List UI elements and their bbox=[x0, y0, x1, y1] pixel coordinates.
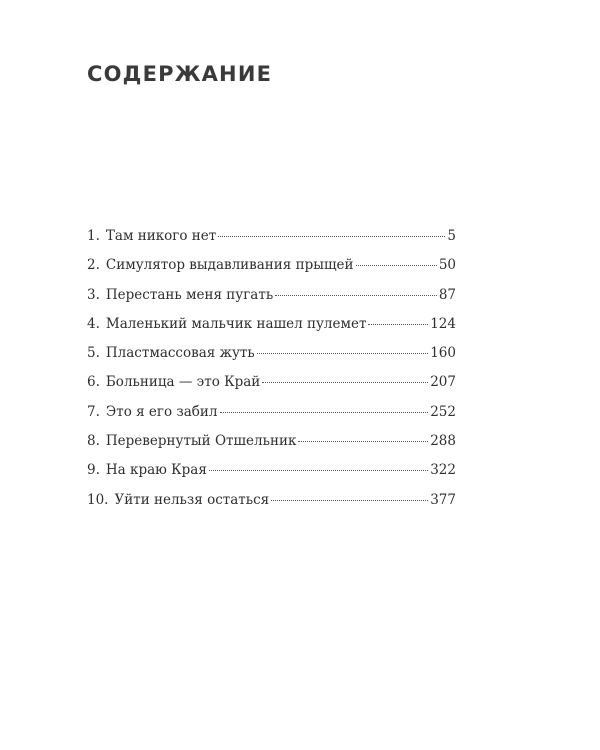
chapter-number: 3. bbox=[87, 286, 100, 303]
dot-leader bbox=[209, 470, 428, 471]
chapter-title: Это я его забил bbox=[105, 403, 218, 420]
toc-entry-1 bbox=[87, 228, 456, 257]
table-of-contents bbox=[87, 228, 456, 521]
chapter-title: Маленький мальчик нашел пулемет bbox=[105, 315, 367, 332]
chapter-number: 1. bbox=[87, 228, 100, 244]
dot-leader bbox=[218, 236, 445, 237]
chapter-title: Пластмассовая жуть bbox=[105, 345, 255, 362]
page-number: 87 bbox=[438, 286, 456, 303]
page-number: 5 bbox=[447, 228, 456, 244]
dot-leader bbox=[298, 441, 428, 442]
chapter-title: Симулятор выдавливания прыщей bbox=[105, 257, 354, 274]
page-number: 288 bbox=[430, 433, 456, 450]
page-title: СОДЕРЖАНИЕ bbox=[87, 62, 273, 86]
page-number: 160 bbox=[430, 345, 456, 362]
page-number: 50 bbox=[438, 257, 456, 274]
toc-entry-6 bbox=[87, 374, 456, 403]
dot-leader bbox=[368, 324, 428, 325]
toc-entry-8 bbox=[87, 433, 456, 462]
dot-leader bbox=[356, 265, 437, 266]
toc-entry-7 bbox=[87, 404, 456, 433]
page-number: 124 bbox=[430, 315, 456, 332]
chapter-title: Больница — это Край bbox=[105, 374, 261, 391]
chapter-number: 5. bbox=[87, 345, 100, 362]
toc-entry-5 bbox=[87, 345, 456, 374]
toc-entry-9 bbox=[87, 462, 456, 491]
dot-leader bbox=[275, 295, 437, 296]
dot-leader bbox=[271, 500, 428, 501]
chapter-number: 2. bbox=[87, 257, 100, 274]
toc-entry-10 bbox=[87, 492, 456, 521]
chapter-number: 8. bbox=[87, 433, 100, 450]
chapter-number: 9. bbox=[87, 462, 100, 479]
chapter-number: 7. bbox=[87, 403, 100, 420]
page-number: 207 bbox=[430, 374, 456, 391]
dot-leader bbox=[262, 382, 428, 383]
chapter-title: Перевернутый Отшельник bbox=[105, 433, 297, 450]
page-number: 252 bbox=[430, 403, 456, 420]
chapter-title: Там никого нет bbox=[105, 228, 217, 244]
chapter-title: Перестань меня пугать bbox=[105, 286, 274, 303]
chapter-number: 6. bbox=[87, 374, 100, 391]
chapter-title: Уйти нельзя остаться bbox=[114, 491, 270, 508]
dot-leader bbox=[220, 412, 429, 413]
chapter-number: 4. bbox=[87, 315, 100, 332]
dot-leader bbox=[257, 353, 428, 354]
chapter-title: На краю Края bbox=[105, 462, 207, 479]
toc-entry-2 bbox=[87, 257, 456, 286]
page-number: 377 bbox=[430, 491, 456, 508]
chapter-number: 10. bbox=[87, 491, 109, 508]
toc-entry-4 bbox=[87, 316, 456, 345]
toc-entry-3 bbox=[87, 287, 456, 316]
page-number: 322 bbox=[430, 462, 456, 479]
